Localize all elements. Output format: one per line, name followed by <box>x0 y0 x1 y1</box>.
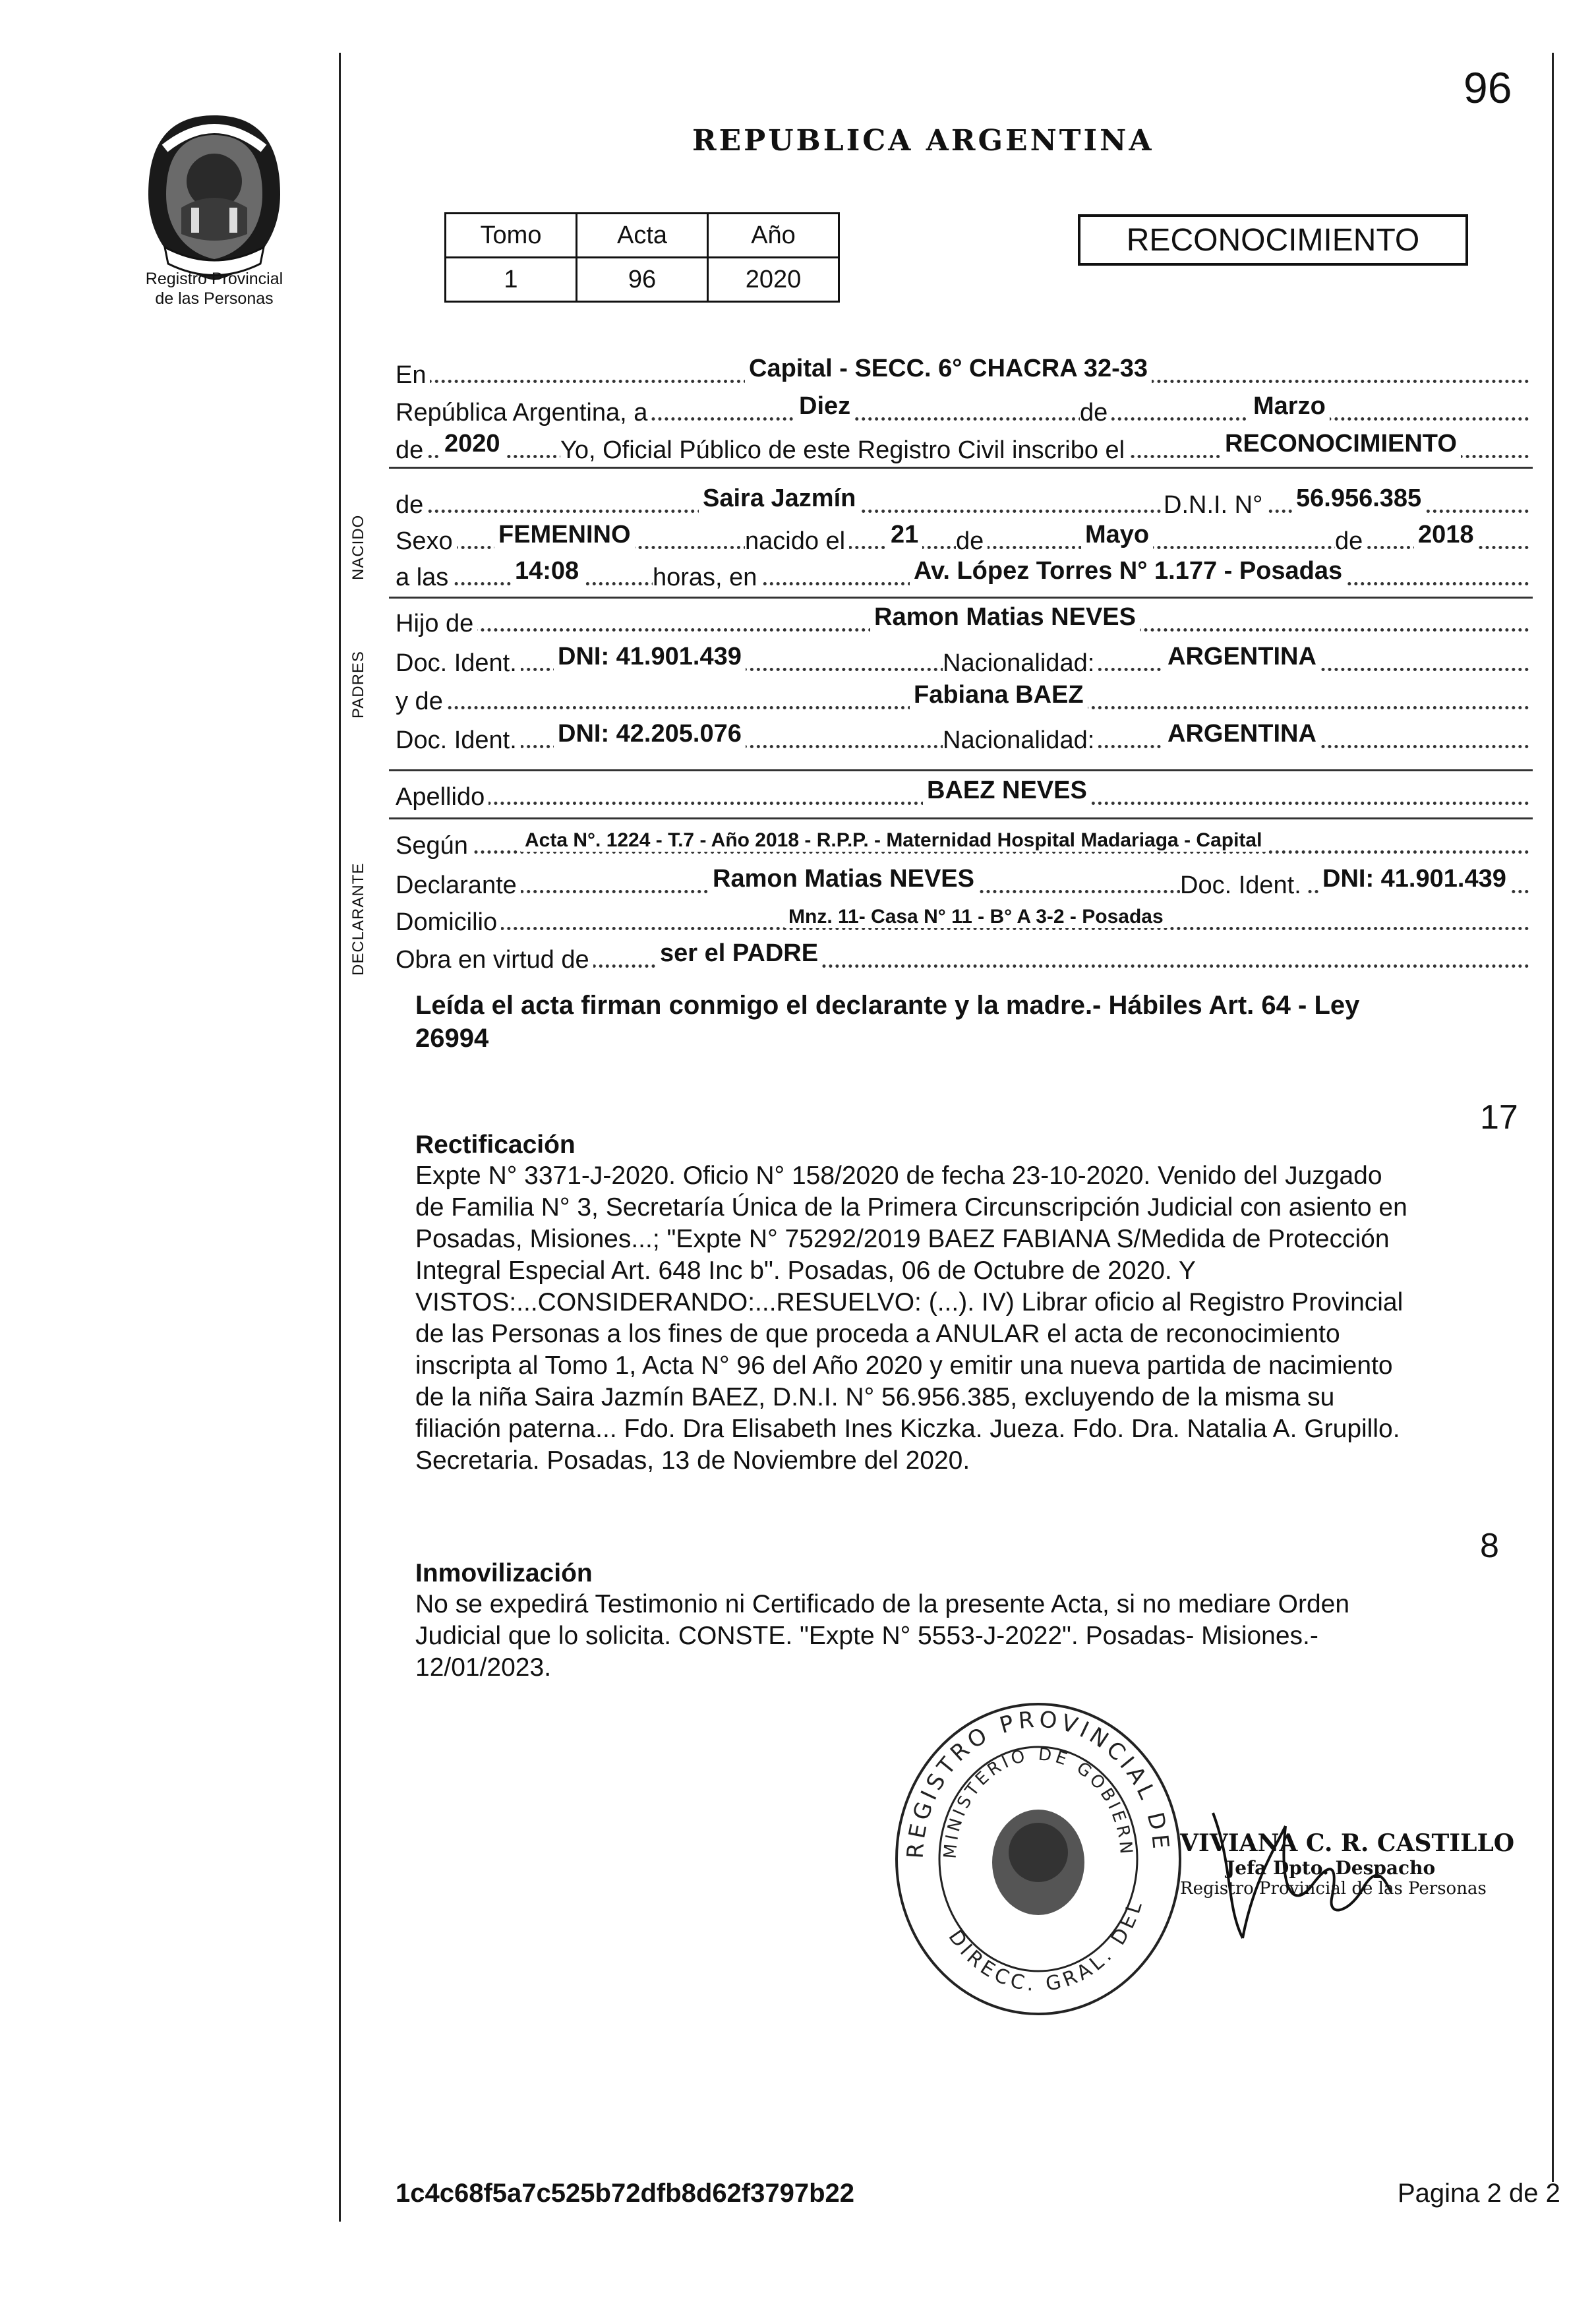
right-margin-line <box>1552 53 1554 2182</box>
acta-header: Acta <box>577 214 708 258</box>
inmov-line: Judicial que lo solicita. CONSTE. "Expte N° 5553-J-2022". Posadas- Misiones.- <box>415 1622 1318 1650</box>
value-dia: Diez <box>795 392 854 421</box>
country-title: REPUBLICA ARGENTINA <box>692 124 1154 158</box>
row-obra <box>396 939 1529 972</box>
row-declarante <box>396 865 1529 898</box>
rectificacion-body <box>415 1160 1513 1477</box>
row-apellido <box>396 777 1529 810</box>
value-nombre: Saira Jazmín <box>699 485 860 513</box>
row-inscribo <box>396 430 1529 463</box>
label-dni: D.N.I. N° <box>1164 491 1266 519</box>
label-nacionalidad-madre: Nacionalidad: <box>943 726 1098 755</box>
signer-name: VIVIANA C. R. CASTILLO <box>1180 1829 1515 1857</box>
label-apellido: Apellido <box>396 783 488 812</box>
acta-value: 96 <box>577 258 708 302</box>
label-declarante: Declarante <box>396 871 521 900</box>
stamp-inner-text: MINISTERIO DE GOBIERN <box>940 1744 1137 1860</box>
rect-line: de Familia N° 3, Secretaría Única de la Primera Circunscripción Judicial con asiento en <box>415 1193 1407 1222</box>
row-sexo <box>396 521 1529 554</box>
leida-line2: 26994 <box>415 1024 489 1053</box>
page-number: 96 <box>1463 63 1512 112</box>
label-en: En <box>396 361 430 390</box>
value-en: Capital - SECC. 6° CHACRA 32-33 <box>745 355 1152 383</box>
value-nac-mes: Mayo <box>1081 521 1153 549</box>
handwritten-signature <box>1187 1754 1437 1955</box>
label-de: de <box>1080 399 1111 427</box>
value-padre: Ramon Matias NEVES <box>870 603 1140 632</box>
leida-line1: Leída el acta firman conmigo el declarante y la madre.- Hábiles Art. 64 - Ley <box>415 991 1360 1020</box>
leida-paragraph <box>415 989 1510 1055</box>
label-de-anio: de <box>396 436 427 465</box>
value-padre-doc: DNI: 41.901.439 <box>554 643 746 671</box>
rect-line: filiación paterna... Fdo. Dra Elisabeth Ines Kiczka. Jueza. Fdo. Dra. Natalia A. Grupillo. <box>415 1415 1400 1443</box>
rect-line: de la niña Saira Jazmín BAEZ, D.N.I. N° 56.956.385, excluyendo de la misma su <box>415 1383 1335 1411</box>
row-nombre <box>396 485 1529 517</box>
anio-header: Año <box>708 214 839 258</box>
label-hijo-de: Hijo de <box>396 610 477 638</box>
inmovilizacion-title: Inmovilización <box>415 1559 593 1587</box>
side-label-declarante: DECLARANTE <box>349 862 367 976</box>
logo-caption-line1: Registro Provincial <box>145 270 283 288</box>
label-domicilio: Domicilio <box>396 908 501 937</box>
anio-value: 2020 <box>708 258 839 302</box>
inmov-line: 12/01/2023. <box>415 1653 552 1682</box>
side-label-nacido: NACIDO <box>349 514 367 580</box>
value-madre: Fabiana BAEZ <box>910 681 1088 709</box>
logo-caption-line2: de las Personas <box>155 289 274 308</box>
value-dni: 56.956.385 <box>1292 485 1425 513</box>
label-obra: Obra en virtud de <box>396 946 593 974</box>
stamp-bottom-text: DIRECC. GRAL. DEL <box>943 1895 1148 1997</box>
value-padre-nac: ARGENTINA <box>1164 643 1320 671</box>
row-en <box>396 355 1529 388</box>
row-y-de <box>396 681 1529 714</box>
value-madre-nac: ARGENTINA <box>1164 720 1320 748</box>
value-madre-doc: DNI: 42.205.076 <box>554 720 746 748</box>
label-horas-en: horas, en <box>653 564 761 592</box>
value-segun: Acta N°. 1224 - T.7 - Año 2018 - R.P.P. - Maternidad Hospital Madariaga - Capital <box>521 829 1266 852</box>
row-segun <box>396 825 1529 858</box>
label-de-nombre: de <box>396 491 427 519</box>
signer-role: Jefa Dpto. Despacho <box>1226 1857 1436 1879</box>
rect-line: inscripta al Tomo 1, Acta N° 96 del Año 2020 y emitir una nueva partida de nacimiento <box>415 1351 1393 1380</box>
rectificacion-title: Rectificación <box>415 1131 576 1159</box>
document-type-box: RECONOCIMIENTO <box>1078 214 1468 266</box>
label-doc-ident-madre: Doc. Ident. <box>396 726 521 755</box>
value-nac-dia: 21 <box>887 521 922 549</box>
value-mes: Marzo <box>1249 392 1330 421</box>
tomo-header: Tomo <box>446 214 577 258</box>
value-hora: 14:08 <box>511 557 583 585</box>
rect-line: Secretaria. Posadas, 13 de Noviembre del 2020. <box>415 1446 970 1475</box>
inmovilizacion-number: 8 <box>1480 1527 1499 1565</box>
logo-caption <box>99 269 330 309</box>
label-de-anio-nac: de <box>1335 527 1367 556</box>
value-declarante: Ramon Matias NEVES <box>709 865 978 893</box>
label-inscribo: Yo, Oficial Público de este Registro Civil inscribo el <box>560 436 1129 465</box>
rect-line: VISTOS:...CONSIDERANDO:...RESUELVO: (...). IV) Librar oficio al Registro Provincial <box>415 1288 1404 1316</box>
row-hijo-de <box>396 603 1529 636</box>
value-inscribo: RECONOCIMIENTO <box>1221 430 1461 458</box>
label-decl-doc: Doc. Ident. <box>1180 871 1305 900</box>
rect-line: Integral Especial Art. 648 Inc b". Posadas, 06 de Octubre de 2020. Y <box>415 1256 1196 1285</box>
value-anio: 2020 <box>440 430 504 458</box>
inmov-line: No se expedirá Testimonio ni Certificado de la presente Acta, si no mediare Orden <box>415 1590 1350 1618</box>
side-label-padres: PADRES <box>349 651 367 719</box>
official-stamp <box>883 1694 1193 2024</box>
tomo-acta-anio-table <box>444 212 840 303</box>
label-y-de: y de <box>396 688 447 716</box>
label-segun: Según <box>396 832 472 860</box>
label-sexo: Sexo <box>396 527 457 556</box>
label-nacionalidad: Nacionalidad: <box>943 649 1098 678</box>
value-domicilio: Mnz. 11- Casa N° 11 - B° A 3-2 - Posadas <box>784 906 1167 928</box>
value-lugar: Av. López Torres N° 1.177 - Posadas <box>910 557 1346 585</box>
left-margin-line <box>339 53 341 2222</box>
tomo-value: 1 <box>446 258 577 302</box>
label-de-mes: de <box>956 527 988 556</box>
separator-apellido <box>389 769 1533 771</box>
row-domicilio <box>396 902 1529 935</box>
value-decl-doc: DNI: 41.901.439 <box>1318 865 1510 893</box>
row-hora <box>396 557 1529 590</box>
value-nac-anio: 2018 <box>1414 521 1478 549</box>
row-doc-madre <box>396 720 1529 753</box>
value-sexo: FEMENINO <box>494 521 635 549</box>
rect-line: Expte N° 3371-J-2020. Oficio N° 158/2020 de fecha 23-10-2020. Venido del Juzgado <box>415 1162 1382 1190</box>
label-a-las: a las <box>396 564 452 592</box>
rectificacion-number: 17 <box>1480 1098 1518 1137</box>
signer-org: Registro Provincial de las Personas <box>1180 1879 1487 1899</box>
rect-line: Posadas, Misiones...; "Expte N° 75292/2019 BAEZ FABIANA S/Medida de Protección <box>415 1225 1390 1253</box>
label-nacido-el: nacido el <box>745 527 849 556</box>
separator-declarante <box>389 817 1533 819</box>
row-doc-padre <box>396 643 1529 676</box>
page-indicator: Pagina 2 de 2 <box>1398 2179 1560 2208</box>
provincia-misiones-seal <box>125 109 303 287</box>
label-republica: República Argentina, a <box>396 399 651 427</box>
document-hash: 1c4c68f5a7c525b72dfb8d62f3797b22 <box>396 2179 855 2208</box>
value-obra: ser el PADRE <box>656 939 822 968</box>
inmovilizacion-body <box>415 1589 1513 1684</box>
stamp-outer-text: REGISTRO PROVINCIAL DE <box>902 1706 1175 1860</box>
separator-nacido <box>389 467 1533 469</box>
label-doc-ident: Doc. Ident. <box>396 649 521 678</box>
value-apellido: BAEZ NEVES <box>923 777 1091 805</box>
rect-line: de las Personas a los fines de que proceda a ANULAR el acta de reconocimiento <box>415 1320 1340 1348</box>
row-fecha <box>396 392 1529 425</box>
separator-padres <box>389 597 1533 599</box>
